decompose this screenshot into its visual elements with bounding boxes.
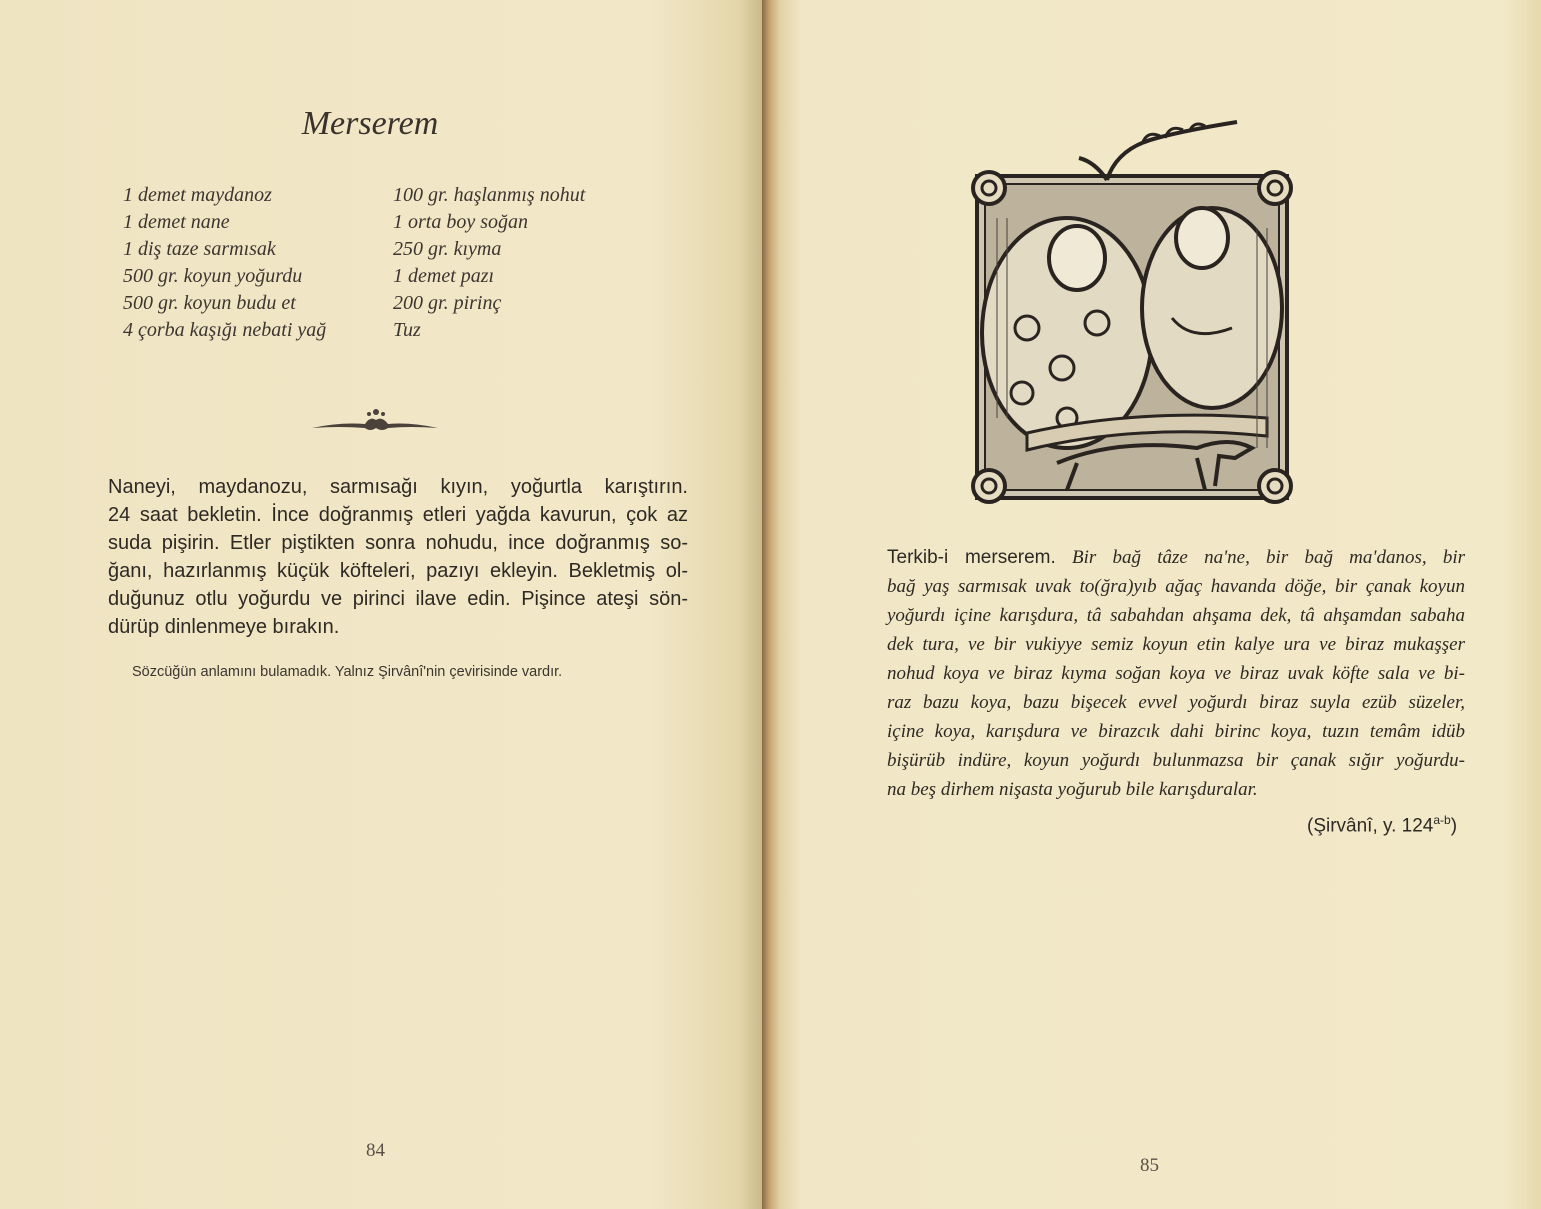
ingredient-item: 1 orta boy soğan xyxy=(393,211,528,233)
terkib-text xyxy=(887,543,1465,804)
citation: (Şirvânî, y. 124$^{a-b}$) xyxy=(1307,813,1458,837)
instruction-line: 24 saat bekletin. İnce doğranmış etleri yağda kavurun, çok az xyxy=(108,504,688,526)
ingredient-item: 1 diş taze sarmısak xyxy=(123,238,276,260)
ingredient-item: 500 gr. koyun yoğurdu xyxy=(123,265,303,287)
terkib-line: bişürüb indüre, koyun yoğurdı bulunmazsa bir çanak sığır yoğurdu- xyxy=(887,750,1465,771)
terkib-line: yoğurdı içine karışdura, tâ sabahdan ahşama dek, tâ ahşamdan sabaha xyxy=(887,605,1465,626)
terkib-line: dek tura, ve bir vukiyye semiz koyun etin kalye ura ve biraz mukaşşer xyxy=(887,634,1465,655)
ingredients-column-2 xyxy=(393,182,585,344)
ingredient-item: 4 çorba kaşığı nebati yağ xyxy=(123,319,327,341)
instruction-line: suda pişirin. Etler piştikten sonra nohudu, ince doğranmış so- xyxy=(108,532,688,554)
miniature-two-figures-deer-icon xyxy=(967,118,1297,508)
ingredient-item: 250 gr. kıyma xyxy=(393,238,502,260)
right-page xyxy=(762,0,1541,1209)
ingredient-item: Tuz xyxy=(393,319,421,341)
page-number-right: 85 xyxy=(1140,1155,1159,1176)
terkib-line: raz bazu koya, bazu bişecek evvel yoğurdı biraz suyla ezüb süzeler, xyxy=(887,692,1465,713)
terkib-line: içine koya, karışdura ve birazcık dahi birinc koya, tuzın temâm idüb xyxy=(887,721,1465,742)
ingredient-item: 1 demet pazı xyxy=(393,265,495,287)
page-number-left: 84 xyxy=(366,1140,385,1161)
ingredients-column-1 xyxy=(123,182,326,344)
terkib-line: nohud koya ve biraz kıyma soğan koya ve biraz uvak köfte sala ve bi- xyxy=(887,663,1465,684)
ingredient-item: 200 gr. pirinç xyxy=(393,292,502,314)
ingredient-item: 500 gr. koyun budu et xyxy=(123,292,296,314)
ornament-divider-icon xyxy=(310,398,440,438)
terkib-line: bağ yaş sarmısak uvak to(ğra)yıb ağaç havanda döğe, bir çanak koyun xyxy=(887,576,1465,597)
instruction-line: duğunuz otlu yoğurdu ve pirinci ilave edin. Pişince ateşi sön- xyxy=(108,588,688,610)
footnote: Sözcüğün anlamını bulamadık. Yalnız Şirvânî'nin çevirisinde vardır. xyxy=(132,664,563,680)
ingredient-item: 1 demet maydanoz xyxy=(123,184,272,206)
recipe-title: Merserem xyxy=(301,105,439,142)
recipe-instructions xyxy=(108,473,688,641)
ingredient-item: 1 demet nane xyxy=(123,211,230,233)
terkib-line: na beş dirhem nişasta yoğurub bile karışduralar. xyxy=(887,779,1258,800)
terkib-line: Bir bağ tâze na'ne, bir bağ ma'danos, bir xyxy=(1072,547,1466,568)
terkib-label: Terkib-i merserem. xyxy=(887,547,1056,568)
instruction-line: Naneyi, maydanozu, sarmısağı kıyın, yoğurtla karıştırın. xyxy=(108,476,688,498)
ingredient-item: 100 gr. haşlanmış nohut xyxy=(393,184,586,206)
instruction-line: ğanı, hazırlanmış küçük köfteleri, pazıyı ekleyin. Bekletmiş ol- xyxy=(108,560,688,582)
instruction-line: dürüp dinlenmeye bırakın. xyxy=(108,616,340,638)
left-page xyxy=(0,0,762,1209)
